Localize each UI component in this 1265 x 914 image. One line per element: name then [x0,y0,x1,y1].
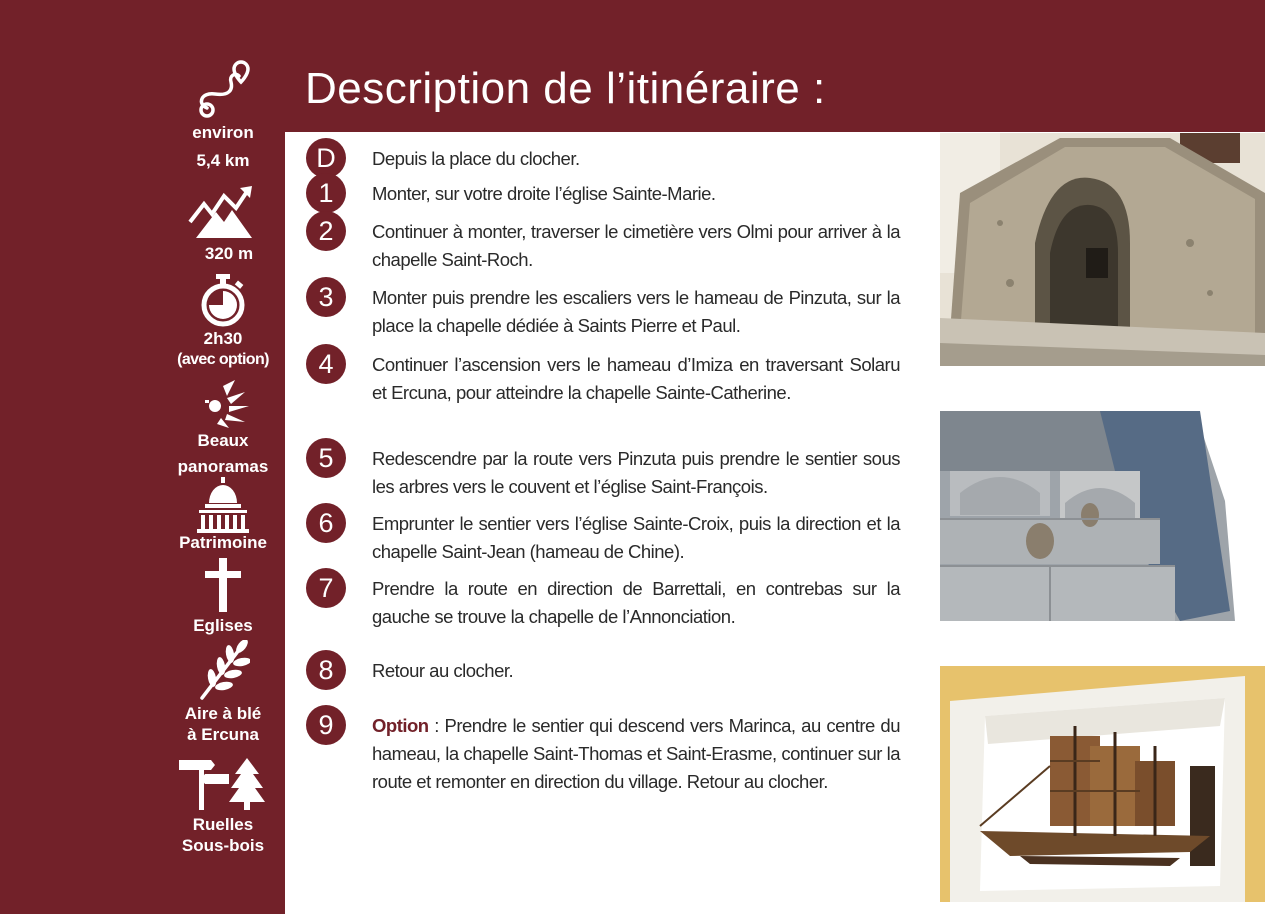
heritage-label: Patrimoine [179,533,267,552]
step-badge: 8 [306,650,346,690]
step-text: Depuis la place du clocher. [372,148,580,169]
threshing-line2: à Ercuna [187,725,259,744]
paths-line1: Ruelles [192,815,254,834]
elevation-label: 320 m [204,244,254,263]
step-text [372,712,900,796]
panorama-icon [193,378,253,428]
step-badge: 2 [306,211,346,251]
churches-item [168,558,278,636]
step-badge: 4 [306,344,346,384]
step-text: Emprunter le sentier vers l’église Sainte-Croix, puis la direction et la chapelle Saint-Jean (hameau de Chine). [372,513,900,562]
signpost-trees-icon [175,758,271,810]
step-badge: 7 [306,568,346,608]
step-badge: 9 [306,705,346,745]
photo-ship-model [940,666,1265,902]
panorama-line2: panoramas [177,457,269,476]
threshing-item [168,640,278,745]
step-badge: 6 [306,503,346,543]
route-icon [193,60,253,122]
step-text: Retour au clocher. [372,660,514,681]
threshing-line1: Aire à blé [184,704,262,723]
photo-stone-carving [940,411,1240,621]
step-badge: 1 [306,173,346,213]
page-title: Description de l’itinéraire : [305,64,826,113]
panorama-line1: Beaux [197,431,249,450]
step-text: Redescendre par la route vers Pinzuta puis prendre le sentier sous les arbres vers le couvent et l’église Saint-François. [372,448,900,497]
step-text: Monter puis prendre les escaliers vers le hameau de Pinzuta, sur la place la chapelle dédiée à Saints Pierre et Paul. [372,287,900,336]
distance-line2: 5,4 km [196,151,250,170]
option-label: Option [372,715,429,736]
step-text: Prendre la route en direction de Barrettali, en contrebas sur la gauche se trouve la chapelle de l’Annonciation. [372,578,900,627]
churches-label: Eglises [193,616,253,635]
paths-line2: Sous-bois [181,836,265,855]
monument-icon [195,477,251,533]
photo-stone-chapel [940,133,1265,366]
step-text: Continuer à monter, traverser le cimetière vers Olmi pour arriver à la chapelle Saint-Roch. [372,221,900,270]
step-badge: 3 [306,277,346,317]
heritage-item [168,477,278,553]
distance-item [168,60,278,171]
paths-item [168,758,278,856]
elevation-item [168,182,278,264]
duration-item [168,274,278,370]
mountain-icon [186,182,260,242]
distance-line1: environ [192,123,254,142]
step-badge: 5 [306,438,346,478]
step-badge: D [306,138,346,178]
cross-icon [203,558,243,612]
step-text: Monter, sur votre droite l’église Sainte-Marie. [372,183,716,204]
stopwatch-icon [198,274,248,328]
duration-line1: 2h30 [203,329,243,348]
option-text: : Prendre le sentier qui descend vers Marinca, au centre du hameau, la chapelle Saint-Thomas et Saint-Erasme, continuer sur la route et remonter en direction du village. Retour au clocher. [372,715,900,792]
step-text: Continuer l’ascension vers le hameau d’Imiza en traversant Solaru et Ercuna, pour atteindre la chapelle Sainte-Catherine. [372,354,900,403]
duration-line2: (avec option) [177,351,269,368]
panorama-item [168,378,278,477]
wheat-icon [196,640,250,700]
